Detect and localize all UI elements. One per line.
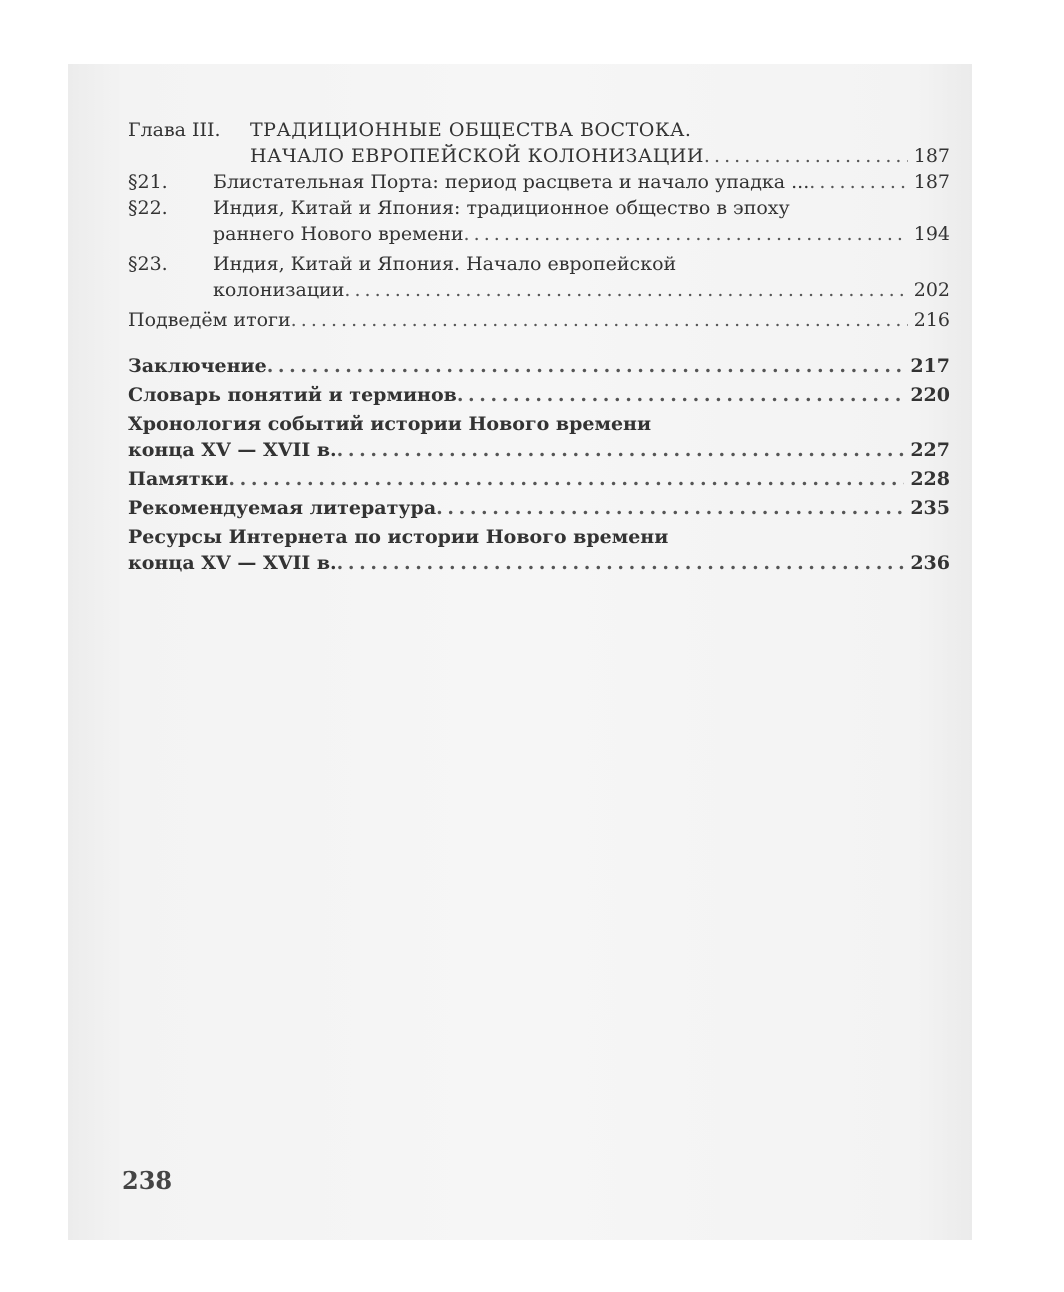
page-ref: 216 [913,309,950,331]
dot-leader [267,353,905,379]
page-ref: 235 [910,497,950,519]
dot-leader [291,307,908,333]
toc-conclusion [128,353,950,379]
table-of-contents [128,117,950,576]
entry-title-line2: конца XV — XVII в. [128,439,337,461]
section-number: §22. [128,197,168,219]
section-title-line1: Индия, Китай и Япония: традиционное общество в эпоху [213,197,790,219]
entry-title: Словарь понятий и терминов [128,384,457,406]
entry-title-line1: Хронология событий истории Нового времени [128,413,652,435]
dot-leader [436,495,904,521]
entry-title: Заключение [128,355,267,377]
dot-leader [464,221,908,247]
chapter-label: Глава III. [128,119,221,141]
section-title: Блистательная Порта: период расцвета и начало упадка ... [213,171,810,193]
dot-leader [809,169,907,195]
toc-summary [128,307,950,333]
page-number: 238 [122,1166,173,1195]
page-ref: 236 [910,552,950,574]
entry-title: Рекомендуемая литература [128,497,437,519]
section-number: §21. [128,171,168,193]
section-title-line1: Индия, Китай и Япония. Начало европейской [213,253,677,275]
dot-leader [337,437,905,463]
entry-title-line2: конца XV — XVII в. [128,552,337,574]
toc-chronology [128,411,950,463]
toc-internet-resources [128,524,950,576]
toc-literature [128,495,950,521]
page-ref: 202 [913,279,950,301]
dot-leader [344,277,907,303]
page-ref: 187 [913,145,950,167]
section-title-line2: колонизации [213,279,345,301]
dot-leader [704,143,908,169]
section-number: §23. [128,253,168,275]
page-ref: 194 [913,223,950,245]
section-title-line2: раннего Нового времени [213,223,464,245]
page-ref: 228 [910,468,950,490]
toc-section-23 [128,251,950,303]
chapter-title-line2: НАЧАЛО ЕВРОПЕЙСКОЙ КОЛОНИЗАЦИИ [250,145,704,167]
dot-leader [457,382,905,408]
toc-chapter-3 [128,117,950,169]
summary-title: Подведём итоги [128,309,291,331]
toc-memos [128,466,950,492]
chapter-title-line1: ТРАДИЦИОННЫЕ ОБЩЕСТВА ВОСТОКА. [250,119,692,141]
entry-title: Памятки [128,468,229,490]
page-ref: 217 [910,355,950,377]
page-ref: 227 [910,439,950,461]
dot-leader [337,550,905,576]
dot-leader [228,466,904,492]
page-ref: 187 [913,171,950,193]
entry-title-line1: Ресурсы Интернета по истории Нового времени [128,526,669,548]
toc-section-22 [128,195,950,247]
toc-section-21 [128,169,950,195]
page-ref: 220 [910,384,950,406]
toc-glossary [128,382,950,408]
